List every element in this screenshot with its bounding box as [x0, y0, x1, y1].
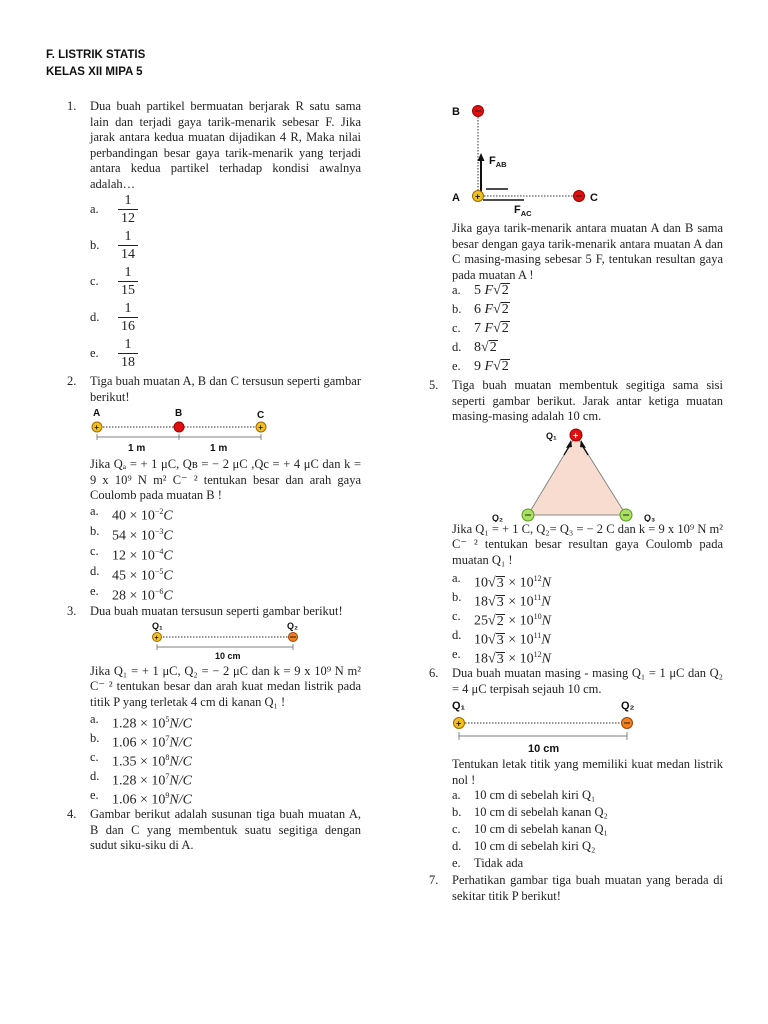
option-e[interactable]: [90, 788, 361, 807]
option-d[interactable]: d. $10√3 \times 10^{11}N$: [452, 628, 551, 648]
question-1: [67, 99, 361, 192]
distance-bc: 1 m: [210, 443, 228, 454]
numerator: 1: [124, 229, 132, 244]
option-label: c.: [90, 750, 99, 765]
option-unit: N/C: [169, 773, 192, 789]
option-base: 1.35 × 10: [112, 754, 166, 770]
label-c: C: [590, 192, 598, 204]
option-text: 10 cm di sebelah kanan Q₂: [474, 805, 608, 819]
option-label: c.: [452, 822, 461, 836]
option-base: 1.28 × 10: [112, 716, 166, 732]
question-number: 4.: [67, 807, 77, 822]
option-exp: 7: [165, 734, 170, 744]
option-var: F: [484, 283, 494, 298]
option-e[interactable]: [90, 584, 361, 604]
option-b[interactable]: [90, 228, 361, 264]
option-a[interactable]: [90, 192, 361, 228]
option-exp: −4: [154, 546, 164, 556]
option-label: b.: [90, 731, 100, 746]
option-exp: −5: [154, 566, 164, 576]
numerator: 1: [124, 265, 132, 280]
svg-text:+: +: [94, 423, 99, 432]
option-c[interactable]: [452, 822, 723, 839]
option-e[interactable]: [452, 856, 723, 873]
option-label: a.: [452, 571, 461, 585]
svg-text:+: +: [258, 423, 263, 432]
option-exp: −6: [154, 587, 164, 597]
option-text: 10 cm di sebelah kiri Q₂: [474, 839, 596, 853]
option-b[interactable]: [90, 524, 361, 544]
question-number: 7.: [429, 873, 439, 887]
label-b: B: [175, 408, 183, 419]
option-label: d.: [90, 563, 100, 578]
label-q1: Q₁: [546, 430, 557, 441]
option-radicand: 2: [496, 613, 504, 629]
option-label: a.: [452, 788, 461, 802]
option-coef: 18: [474, 594, 488, 610]
q2-options: [90, 504, 361, 605]
option-coef: 25: [474, 613, 488, 629]
option-label: e.: [452, 856, 461, 870]
option-radicand: 3: [496, 594, 504, 610]
numerator: 1: [124, 301, 132, 316]
option-radicand: 2: [501, 302, 509, 317]
option-base: 40 × 10: [112, 508, 155, 524]
option-e[interactable]: [90, 336, 361, 372]
option-label: a.: [90, 503, 99, 518]
denominator: 18: [118, 353, 138, 371]
option-exp: 12: [533, 574, 542, 583]
option-d[interactable]: [90, 564, 361, 584]
label-a: A: [93, 408, 101, 419]
label-q2: Q₂: [287, 620, 298, 631]
fraction: [118, 228, 138, 263]
option-label: e.: [452, 647, 461, 661]
option-base: 1.06 × 10: [112, 735, 166, 751]
question-2: [67, 374, 361, 405]
denominator: 14: [118, 245, 138, 263]
option-base: 54 × 10: [112, 528, 155, 544]
option-radicand: 3: [496, 632, 504, 648]
svg-text:+: +: [154, 634, 159, 642]
label-q1: Q₁: [152, 620, 163, 631]
option-radicand: 2: [489, 340, 497, 355]
option-label: b.: [452, 302, 462, 316]
question-number: 3.: [67, 604, 77, 619]
question-number: 6.: [429, 666, 439, 680]
option-coef: 7: [474, 321, 481, 336]
option-unit: C: [163, 548, 173, 564]
option-text: 10 cm di sebelah kanan Q₁: [474, 822, 608, 836]
label-a: A: [452, 192, 460, 204]
numerator: 1: [124, 337, 132, 352]
option-exp: 7: [165, 772, 170, 782]
option-label: b.: [90, 523, 100, 538]
q5-options: [452, 571, 723, 666]
option-b[interactable]: [452, 805, 723, 822]
option-label: e.: [90, 788, 99, 803]
option-a[interactable]: a. 5 F√2: [452, 283, 509, 298]
option-base: 1.28 × 10: [112, 773, 166, 789]
denominator: 12: [118, 209, 138, 227]
label-q1: Q₁: [452, 700, 466, 712]
option-label: e.: [90, 346, 99, 360]
option-label: d.: [452, 628, 462, 642]
option-coef: 18: [474, 651, 488, 667]
option-base: 12 × 10: [112, 548, 155, 564]
question-number: 1.: [67, 99, 77, 113]
option-base: 1.06 × 10: [112, 792, 166, 808]
option-exp: 5: [165, 715, 170, 725]
fraction: [118, 192, 138, 227]
option-exp: 9: [165, 791, 170, 801]
label-q3: Q₃: [644, 512, 656, 522]
option-label: e.: [90, 584, 99, 599]
question-text: Dua buah partikel bermuatan berjarak R satu sama lain dan terjadi gaya tarik-menarik sebesar F. Jika jarak antara kedua muatan dijadikan 4 R, Maka nilai perbandingan besar gaya tarik-menarik yang terjadi antara kedua partikel terhadap kondisi awalnya adalah…: [90, 99, 361, 191]
option-a[interactable]: a. $10√3 \times 10^{12}N$: [452, 571, 551, 591]
figure-three-charges-line: [90, 407, 290, 457]
question-text: Tiga buah muatan A, B dan C tersusun seperti gambar berikut!: [90, 374, 361, 404]
question-5-text: Jika Q₁ = + 1 C, Q₂= Q₃ = − 2 C dan k = 9 x 10⁹ N m² C⁻ ² tentukan besar resultan gaya Coulomb pada muatan Q₁ !: [452, 521, 723, 567]
option-d[interactable]: [90, 769, 361, 788]
question-number: 2.: [67, 374, 77, 388]
question-text: Dua buah muatan masing - masing Q₁ = 1 μC dan Q₂ = 4 μC terpisah sejauh 10 cm.: [452, 666, 723, 696]
label-c: C: [257, 410, 265, 421]
option-unit: N/C: [169, 792, 192, 808]
option-exp: 12: [533, 650, 542, 659]
option-var: F: [484, 321, 494, 336]
fraction: [118, 264, 138, 299]
option-c[interactable]: [90, 750, 361, 769]
option-coef: 5: [474, 283, 481, 298]
option-c[interactable]: [90, 264, 361, 300]
option-var: F: [484, 359, 494, 374]
option-a[interactable]: [90, 712, 361, 731]
option-text: Tidak ada: [474, 856, 524, 870]
distance-label: 10 cm: [215, 650, 241, 661]
option-b[interactable]: [90, 731, 361, 750]
option-c[interactable]: c. 7 F√2: [452, 321, 509, 336]
option-label: d.: [90, 769, 100, 784]
option-c[interactable]: [90, 544, 361, 564]
option-label: e.: [452, 359, 461, 373]
question-number: 5.: [429, 378, 439, 392]
option-a[interactable]: [90, 504, 361, 524]
fraction: [118, 336, 138, 371]
numerator: 1: [124, 193, 132, 208]
label-q2: Q₂: [492, 512, 503, 522]
option-label: b.: [452, 590, 462, 604]
option-var: F: [484, 302, 494, 317]
label-fab: $F_{AB}$: [489, 155, 507, 169]
option-unit: C: [163, 568, 173, 584]
option-exp: −2: [154, 506, 164, 516]
label-fac: $F_{AC}$: [514, 204, 532, 218]
option-radicand: 3: [496, 651, 504, 667]
figure-equilateral-triangle: [452, 425, 723, 522]
option-b[interactable]: b. 6 F√2: [452, 302, 509, 317]
option-unit: N/C: [169, 754, 192, 770]
option-unit: N/C: [169, 716, 192, 732]
option-d[interactable]: [452, 839, 723, 856]
option-label: b.: [90, 238, 100, 252]
option-label: a.: [90, 712, 99, 727]
denominator: 16: [118, 317, 138, 335]
question-6: [429, 666, 723, 697]
q3-options: [90, 712, 361, 807]
option-e[interactable]: e. 9 F√2: [452, 359, 509, 374]
q6-options: [452, 788, 723, 873]
option-radicand: 2: [501, 283, 509, 298]
option-label: a.: [452, 283, 461, 297]
option-label: c.: [452, 321, 461, 335]
option-exp: −3: [154, 526, 164, 536]
label-b: B: [452, 106, 460, 118]
svg-text:+: +: [475, 191, 481, 202]
option-unit: C: [163, 588, 173, 604]
option-c[interactable]: c. $25√2 \times 10^{10}N$: [452, 609, 551, 629]
charge-b: [174, 422, 184, 432]
option-radicand: 2: [501, 321, 509, 336]
question-text: Dua buah muatan tersusun seperti gambar berikut!: [90, 604, 343, 619]
option-label: d.: [452, 839, 462, 853]
option-label: c.: [90, 274, 99, 288]
option-coef: 8: [474, 340, 481, 355]
option-d[interactable]: d. 8√2: [452, 340, 497, 355]
option-label: d.: [452, 340, 462, 354]
option-unit: C: [163, 528, 173, 544]
question-2-text: Jika Qₐ = + 1 μC, Qʙ = − 2 μC ,Qc = + 4 μC dan k = 9 x 10⁹ N m² C⁻ ² tentukan besar dan arah gaya Coulomb pada muatan B !: [90, 457, 361, 502]
question-text: Gambar berikut adalah susunan tiga buah muatan A, B dan C yang membentuk suatu segitiga dengan sudut siku-siku di A.: [90, 807, 361, 853]
option-label: d.: [90, 310, 100, 324]
q4-options: [452, 283, 723, 378]
left-column: [67, 99, 361, 854]
figure-two-charges-q6: [452, 697, 723, 755]
distance-label: 10 cm: [528, 743, 560, 755]
question-3-text: Jika Q₁ = + 1 μC, Q₂ = − 2 μC dan k = 9 x 10⁹ N m² C⁻ ² tentukan besar dan arah kuat medan listrik pada titik P yang terletak 4 cm di kanan Q₁ !: [90, 663, 361, 709]
option-exp: 10: [533, 612, 542, 621]
svg-text:+: +: [573, 430, 579, 440]
option-label: b.: [452, 805, 462, 819]
question-4-text: Jika gaya tarik-menarik antara muatan A dan B sama besar dengan gaya tarik-menarik antara muatan A dan C masing-masing sebesar 5 F, tentukan resultan gaya pada muatan A !: [452, 221, 723, 282]
option-label: c.: [452, 609, 461, 623]
denominator: 15: [118, 281, 138, 299]
question-7: [429, 873, 723, 904]
svg-text:+: +: [456, 718, 462, 729]
question-text: Tiga buah muatan membentuk segitiga sama sisi seperti gambar berikut. Jarak antar ketiga muatan masing-masing adalah 10 cm.: [452, 378, 723, 423]
label-q2: Q₂: [621, 700, 635, 712]
option-e[interactable]: e. $18√3 \times 10^{12}N$: [452, 647, 551, 667]
distance-ab: 1 m: [128, 443, 146, 454]
option-label: a.: [90, 202, 99, 216]
figure-right-triangle-charges: [452, 101, 632, 221]
option-unit: C: [163, 508, 173, 524]
fraction: [118, 300, 138, 335]
question-text: Perhatikan gambar tiga buah muatan yang berada di sekitar titik P berikut!: [452, 873, 723, 903]
question-5: [429, 378, 723, 425]
option-text: 10 cm di sebelah kiri Q₁: [474, 788, 596, 802]
option-coef: 10: [474, 575, 488, 591]
option-base: 45 × 10: [112, 568, 155, 584]
option-label: c.: [90, 543, 99, 558]
option-exp: 11: [533, 593, 542, 602]
option-unit: N/C: [169, 735, 192, 751]
question-4: [67, 807, 361, 854]
figure-two-charges: [90, 620, 361, 664]
option-coef: 10: [474, 632, 488, 648]
class-label: KELAS XII MIPA 5: [46, 66, 143, 78]
option-exp: 11: [533, 631, 542, 640]
option-d[interactable]: [90, 300, 361, 336]
option-a[interactable]: [452, 788, 723, 805]
doc-title: F. LISTRIK STATIS: [46, 49, 146, 61]
right-column: [429, 101, 723, 904]
option-coef: 6: [474, 302, 481, 317]
q1-options: [90, 192, 361, 372]
option-radicand: 2: [501, 359, 509, 374]
option-radicand: 3: [496, 575, 504, 591]
option-b[interactable]: b. $18√3 \times 10^{11}N$: [452, 590, 551, 610]
question-3: [67, 604, 361, 620]
option-exp: 8: [165, 753, 170, 763]
option-coef: 9: [474, 359, 481, 374]
question-6-text: Tentukan letak titik yang memiliki kuat medan listrik nol !: [452, 757, 723, 787]
option-base: 28 × 10: [112, 588, 155, 604]
